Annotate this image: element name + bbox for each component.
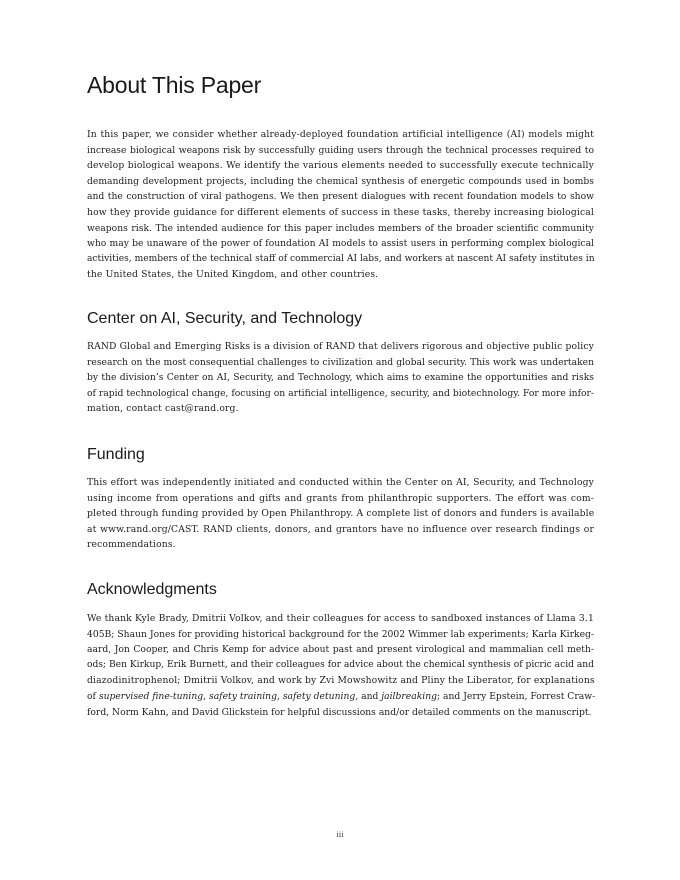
text-line: by the division’s Center on AI, Security, and Technology, which aims to examine the opportunities and risks: [87, 372, 594, 384]
text-line: activities, members of the technical staff of commercial AI labs, and workers at nascent AI safety institutes in: [87, 253, 595, 264]
text-line: 405B; Shaun Jones for providing historical background for the 2002 Wimmer lab experiments; Karla Kirkeg-: [87, 628, 594, 640]
page-title: About This Paper: [87, 72, 262, 98]
text-run: ,: [276, 690, 283, 702]
italic-term: safety training: [208, 690, 277, 702]
text-line: In this paper, we consider whether already-deployed foundation artificial intelligence (AI) models might: [87, 129, 594, 140]
text-line: aard, Jon Cooper, and Chris Kemp for advice about past and present virological and mammalian cell meth-: [87, 644, 594, 656]
about-paragraph: [87, 127, 594, 283]
text-line: This effort was independently initiated and conducted within the Center on AI, Security, and Technology: [87, 477, 594, 488]
text-line: ods; Ben Kirkup, Erik Burnett, and their colleagues for advice about the chemical synthesis of picric acid and: [87, 659, 594, 670]
text-line: demanding development projects, including the chemical synthesis of energetic compounds used in bombs: [87, 175, 594, 187]
text-line: recommendations.: [87, 539, 176, 551]
text-line: mation, contact cast@rand.org.: [87, 403, 239, 415]
text-line: diazodinitrophenol; Dmitrii Volkov, and work by Zvi Mowshowitz and Pliny the Liberator, for explanations: [87, 675, 595, 687]
text-line: We thank Kyle Brady, Dmitrii Volkov, and their colleagues for access to sandboxed instances of Llama 3.1: [87, 613, 594, 624]
italic-term: jailbreaking: [381, 690, 437, 702]
page-number: iii: [336, 830, 344, 839]
text-run: ; and Jerry Epstein, Forrest Craw-: [437, 690, 596, 702]
text-line: ford, Norm Kahn, and David Glickstein for helpful discussions and/or detailed comments on the manuscript.: [87, 706, 592, 718]
funding-paragraph: [87, 475, 594, 553]
text-line: [87, 689, 594, 705]
text-run: of: [87, 690, 99, 702]
acknowledgments-paragraph: [87, 611, 594, 720]
text-line: of rapid technological change, focusing on artificial intelligence, security, and biotechnology. For more infor-: [87, 387, 594, 399]
text-line: how they provide guidance for different elements of success in these tasks, thereby increasing biological: [87, 206, 594, 218]
italic-term: supervised fine-tuning: [98, 690, 204, 702]
text-line: the United States, the United Kingdom, and other countries.: [87, 269, 379, 281]
text-run: ,: [203, 690, 209, 702]
text-run: , and: [355, 690, 382, 702]
italic-term: safety detuning: [282, 690, 356, 702]
text-line: increase biological weapons risk by successfully guiding users through the technical processes required to: [87, 144, 594, 156]
section-heading-funding: Funding: [87, 446, 145, 463]
text-line: at www.rand.org/CAST. RAND clients, donors, and grantors have no influence over research findings or: [87, 523, 594, 535]
center-paragraph: [87, 339, 594, 417]
section-heading-acknowledgments: Acknowledgments: [87, 581, 217, 598]
text-line: weapons risk. The intended audience for this paper includes members of the broader scientific community: [87, 222, 594, 234]
text-line: RAND Global and Emerging Risks is a division of RAND that delivers rigorous and objective public policy: [87, 341, 595, 352]
text-line: using income from operations and gifts and grants from philanthropic supporters. The effort was com-: [87, 492, 594, 504]
section-heading-center: Center on AI, Security, and Technology: [87, 310, 363, 327]
text-line: who may be unaware of the power of foundation AI models to assist users in performing complex biological: [87, 238, 594, 250]
text-line: research on the most consequential challenges to civilization and global security. This work was undertaken: [87, 356, 594, 368]
text-line: and the construction of viral pathogens. We then present dialogues with recent foundation models to show: [87, 191, 594, 203]
text-line: pleted through funding provided by Open Philanthropy. A complete list of donors and funders is available: [87, 508, 595, 520]
text-line: develop biological weapons. We identify the various elements needed to successfully execute technically: [87, 160, 594, 172]
